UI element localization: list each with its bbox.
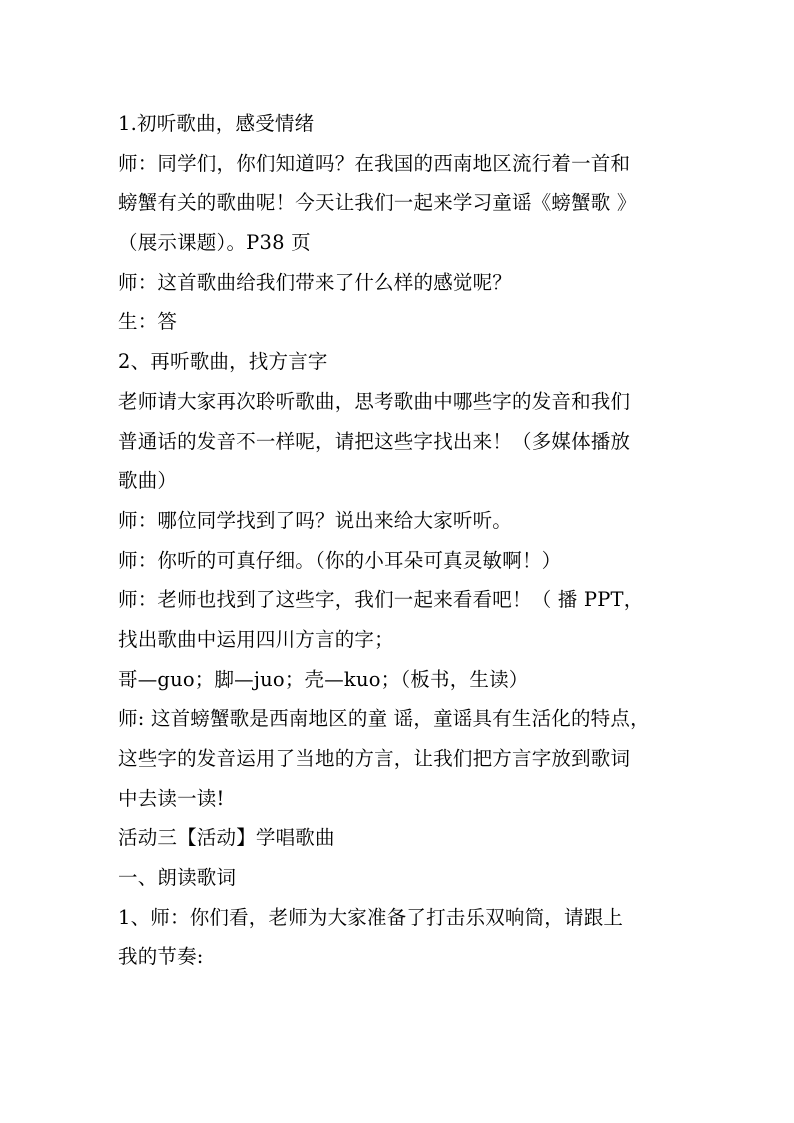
section-heading-first-listen: 1.初听歌曲，感受情绪 bbox=[118, 112, 315, 135]
paragraph-line: 师：这首歌曲给我们带来了什么样的感觉呢？ bbox=[118, 270, 513, 294]
paragraph-line: 螃蟹有关的歌曲呢！今天让我们一起来学习童谣《螃蟹歌 》 bbox=[118, 191, 637, 215]
section-heading-read-lyrics: 一、朗读歌词 bbox=[118, 866, 237, 890]
paragraph-line: 普通话的发音不一样呢，请把这些字找出来！（多媒体播放 bbox=[118, 429, 631, 453]
paragraph-line: 生：答 bbox=[118, 310, 178, 334]
paragraph-line: 找出歌曲中运用四川方言的字； bbox=[118, 627, 394, 651]
section-heading-activity-three: 活动三【活动】学唱歌曲 bbox=[118, 826, 335, 850]
paragraph-line: 师：你听的可真仔细。（你的小耳朵可真灵敏啊！） bbox=[118, 548, 562, 572]
paragraph-line: 师：老师也找到了这些字，我们一起来看看吧！（ 播 PPT， bbox=[118, 588, 644, 612]
paragraph-line: 师：同学们，你们知道吗？在我国的西南地区流行着一首和 bbox=[118, 151, 631, 175]
paragraph-line: 师：哪位同学找到了吗？说出来给大家听听。 bbox=[118, 508, 513, 532]
section-heading-second-listen: 2、再听歌曲，找方言字 bbox=[118, 350, 328, 374]
paragraph-line: 哥—guo；脚—juo；壳—kuo；（板书，生读） bbox=[118, 667, 529, 691]
paragraph-line: 1、师：你们看，老师为大家准备了打击乐双响筒，请跟上 bbox=[118, 905, 624, 929]
paragraph-line: 师: 这首螃蟹歌是西南地区的童 谣，童谣具有生活化的特点， bbox=[118, 707, 650, 731]
paragraph-line: 这些字的发音运用了当地的方言，让我们把方言字放到歌词 bbox=[118, 747, 631, 770]
paragraph-line: （展示课题）。P38 页 bbox=[118, 231, 311, 255]
paragraph-line: 中去读一读! bbox=[118, 786, 225, 810]
paragraph-line: 歌曲） bbox=[118, 469, 178, 493]
document-body bbox=[118, 104, 678, 977]
paragraph-line: 老师请大家再次聆听歌曲，思考歌曲中哪些字的发音和我们 bbox=[118, 389, 631, 413]
paragraph-line: 我的节奏: bbox=[118, 945, 204, 969]
